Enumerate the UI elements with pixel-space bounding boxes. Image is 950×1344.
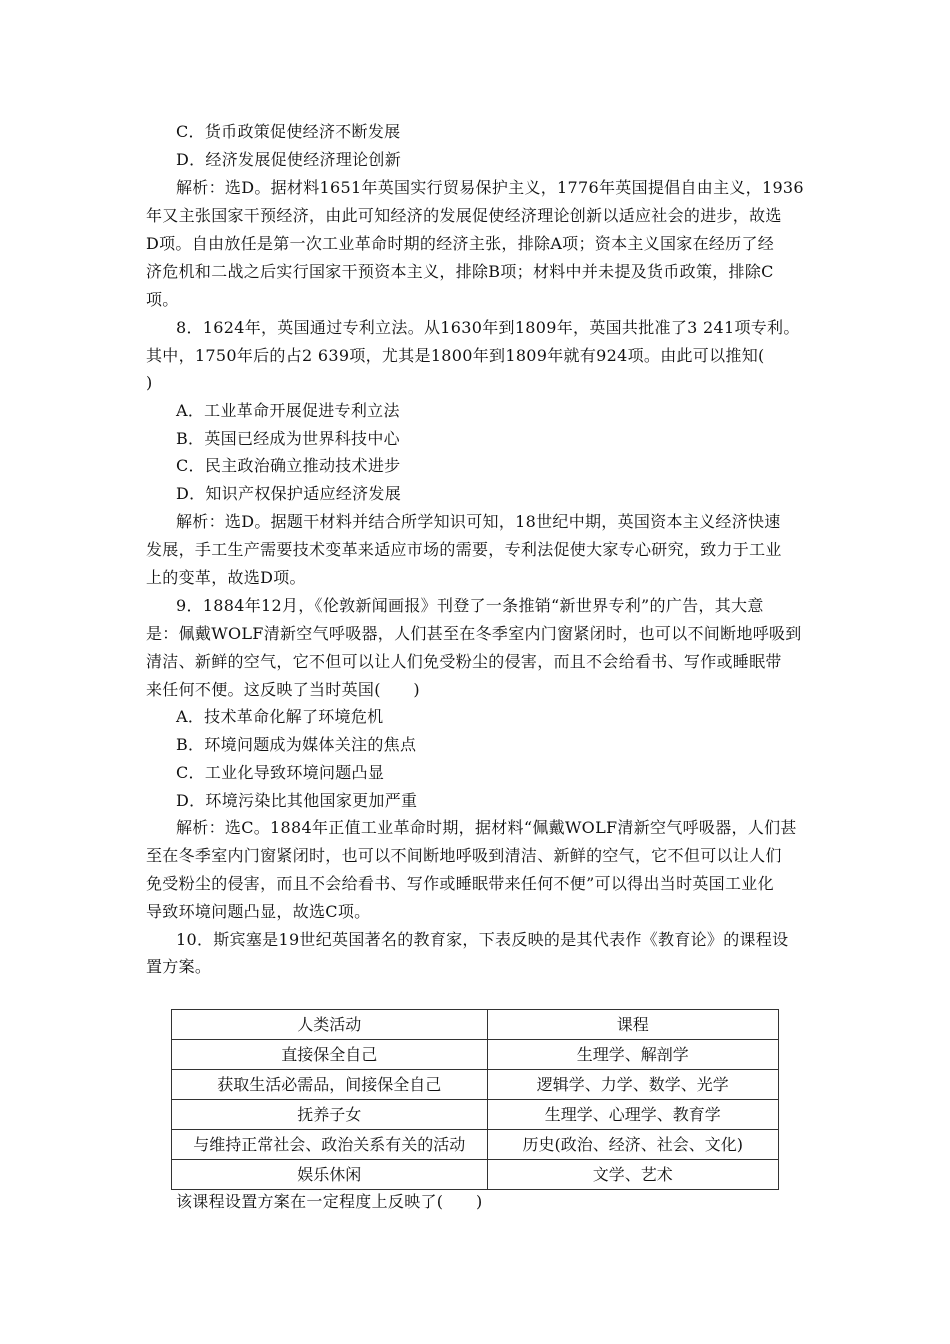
q9-option-c: C．工业化导致环境问题凸显 <box>176 763 385 782</box>
table-row <box>172 1100 779 1130</box>
q9-option-a: A．技术革命化解了环境危机 <box>176 707 384 726</box>
table-cell-course: 生理学、心理学、教育学 <box>487 1100 778 1130</box>
table-cell-course: 逻辑学、力学、数学、光学 <box>487 1070 778 1100</box>
table-cell-activity: 与维持正常社会、政治关系有关的活动 <box>172 1130 488 1160</box>
table-cell-course: 历史(政治、经济、社会、文化) <box>487 1130 778 1160</box>
table-cell-activity: 获取生活必需品，间接保全自己 <box>172 1070 488 1100</box>
q7-analysis-line: 济危机和二战之后实行国家干预资本主义，排除B项；材料中并未提及货币政策，排除C <box>146 262 774 281</box>
q10-stem-line: 10．斯宾塞是19世纪英国著名的教育家，下表反映的是其代表作《教育论》的课程设 <box>176 930 789 949</box>
q8-analysis-line: 发展，手工生产需要技术变革来适应市场的需要，专利法促使大家专心研究，致力于工业 <box>146 540 782 559</box>
q9-stem-line: 是：佩戴WOLF清新空气呼吸器，人们甚至在冬季室内门窗紧闭时，也可以不间断地呼吸到 <box>146 624 802 643</box>
table-cell-activity: 娱乐休闲 <box>172 1160 488 1190</box>
table-header-row <box>172 1010 779 1040</box>
q7-option-d: D．经济发展促使经济理论创新 <box>176 150 402 169</box>
q9-option-d: D．环境污染比其他国家更加严重 <box>176 791 418 810</box>
q7-analysis-line: 年又主张国家干预经济，由此可知经济的发展促使经济理论创新以适应社会的进步，故选 <box>146 206 782 225</box>
q8-stem-line: 其中，1750年后的占2 639项，尤其是1800年到1809年就有924项。由此可以推知( <box>146 346 765 365</box>
q7-analysis-line: D项。自由放任是第一次工业革命时期的经济主张，排除A项；资本主义国家在经历了经 <box>146 234 775 253</box>
q9-analysis-line: 解析：选C。1884年正值工业革命时期，据材料“佩戴WOLF清新空气呼吸器，人们甚 <box>176 818 797 837</box>
q9-analysis-line: 至在冬季室内门窗紧闭时，也可以不间断地呼吸到清洁、新鲜的空气，它不但可以让人们 <box>146 846 782 865</box>
q7-analysis-line: 解析：选D。据材料1651年英国实行贸易保护主义，1776年英国提倡自由主义，1936 <box>176 178 804 197</box>
q8-option-d: D．知识产权保护适应经济发展 <box>176 484 402 503</box>
table-cell-course: 文学、艺术 <box>487 1160 778 1190</box>
q9-analysis-line: 免受粉尘的侵害，而且不会给看书、写作或睡眠带来任何不便”可以得出当时英国工业化 <box>146 874 774 893</box>
curriculum-table <box>171 1009 779 1190</box>
table-header-cell: 人类活动 <box>172 1010 488 1040</box>
table-cell-activity: 抚养子女 <box>172 1100 488 1130</box>
q7-option-c: C．货币政策促使经济不断发展 <box>176 122 401 141</box>
table-header-cell: 课程 <box>487 1010 778 1040</box>
q8-analysis-line: 上的变革，故选D项。 <box>146 568 306 587</box>
table-cell-activity: 直接保全自己 <box>172 1040 488 1070</box>
q9-stem-line: 来任何不便。这反映了当时英国( ) <box>146 680 420 699</box>
table-row <box>172 1160 779 1190</box>
q10-question: 该课程设置方案在一定程度上反映了( ) <box>176 1192 483 1211</box>
q8-stem-line: ) <box>146 373 153 392</box>
q8-analysis-line: 解析：选D。据题干材料并结合所学知识可知，18世纪中期，英国资本主义经济快速 <box>176 512 781 531</box>
q9-stem-line: 9．1884年12月，《伦敦新闻画报》刊登了一条推销“新世界专利”的广告，其大意 <box>176 596 764 615</box>
table-row <box>172 1130 779 1160</box>
table-row <box>172 1040 779 1070</box>
q9-stem-line: 清洁、新鲜的空气，它不但可以让人们免受粉尘的侵害，而且不会给看书、写作或睡眠带 <box>146 652 782 671</box>
table-row <box>172 1070 779 1100</box>
q7-analysis-line: 项。 <box>146 290 179 309</box>
q9-option-b: B．环境问题成为媒体关注的焦点 <box>176 735 417 754</box>
table-cell-course: 生理学、解剖学 <box>487 1040 778 1070</box>
q8-option-c: C．民主政治确立推动技术进步 <box>176 456 401 475</box>
q8-stem-line: 8．1624年，英国通过专利立法。从1630年到1809年，英国共批准了3 241项专利。 <box>176 318 800 337</box>
q9-analysis-line: 导致环境问题凸显，故选C项。 <box>146 902 371 921</box>
q10-stem-line: 置方案。 <box>146 957 212 976</box>
q8-option-b: B．英国已经成为世界科技中心 <box>176 429 400 448</box>
q8-option-a: A．工业革命开展促进专利立法 <box>176 401 400 420</box>
